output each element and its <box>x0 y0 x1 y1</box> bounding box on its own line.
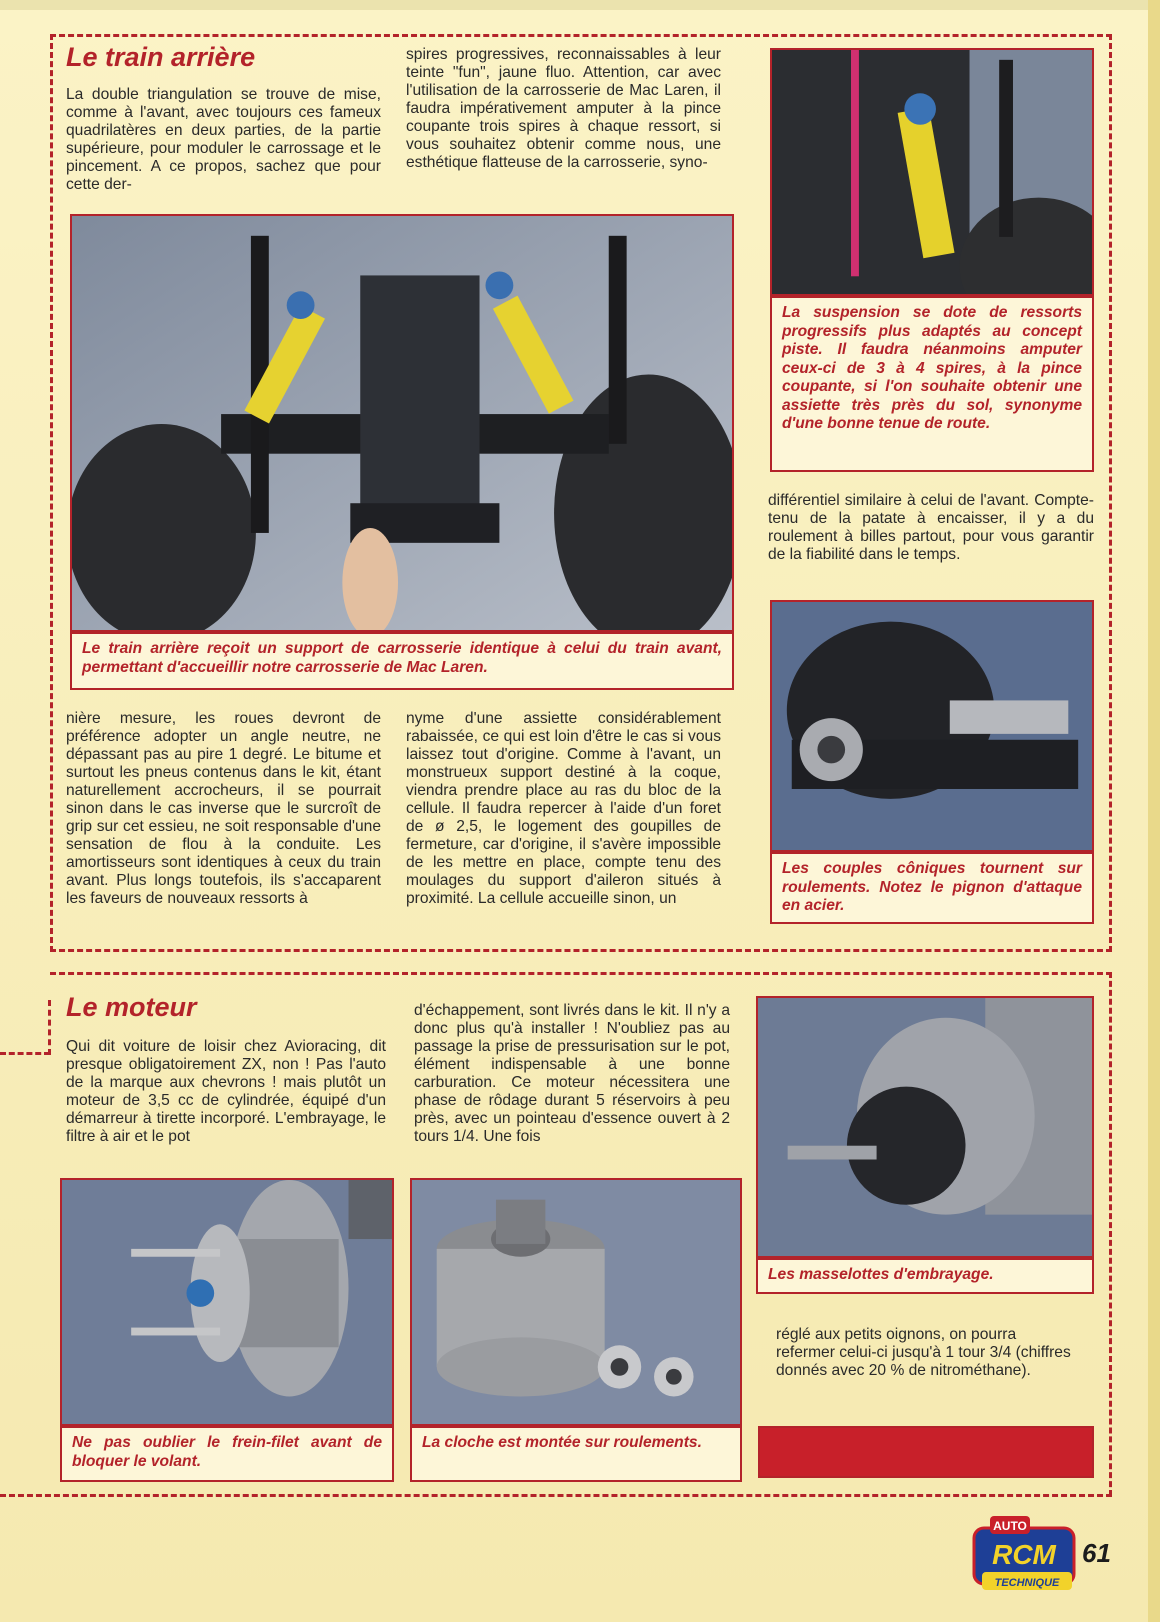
caption-clutch: Les masselottes d'embrayage. <box>756 1258 1094 1294</box>
section-frame-notch-vertical <box>48 1000 51 1055</box>
rear-axle-text-col4: nyme d'une assiette considérablement rabaissée, ce qui est loin d'être le cas si vous laissez tout d'origine. Comme à l'avant, un monstrueux support destiné à la coque, viendra prendre place au ras du bloc de la cellule. Il faudra repercer à l'aide d'un foret de ø 2,5, le logement des goupilles de fermeture, car d'origine, il s'avère impossible de les mettre en place, compte tenu des moulages du support d'aileron situés à proximité. La cellule accueille sinon, un <box>406 710 721 907</box>
photo-clutch-bell <box>410 1178 742 1426</box>
section-title-engine: Le moteur <box>66 992 197 1022</box>
photo-differential <box>770 600 1094 852</box>
section-frame-notch <box>0 1052 50 1055</box>
photo-flywheel-art <box>62 1180 392 1424</box>
caption-rear-axle: Le train arrière reçoit un support de carrosserie identique à celui du train avant, permettant d'accueillir notre carrosserie de Mac Laren. <box>70 632 734 690</box>
caption-differential: Les couples côniques tournent sur roulements. Notez le pignon d'attaque en acier. <box>770 852 1094 924</box>
top-band <box>0 0 1160 10</box>
photo-suspension-art <box>772 50 1092 294</box>
photo-clutch-bell-art <box>412 1180 740 1424</box>
photo-suspension <box>770 48 1094 296</box>
photo-rear-axle-art <box>72 216 732 630</box>
engine-text-col2: d'échappement, sont livrés dans le kit. Il n'y a donc plus qu'à installer ! N'oubliez pas au passage la prise de pressurisation sur le pot, élément indispensable à une bonne carburation. Ce moteur nécessitera une phase de rôdage durant 5 réservoirs à peu près, avec un pointeau d'essence ouvert à 2 tours 1/4. Une fois <box>414 1002 730 1145</box>
rear-axle-text-col2: spires progressives, reconnaissables à leur teinte "fun", jaune fluo. Attention, car avec l'utilisation de la carrosserie de Mac Laren, il faudra impérativement amputer à la pince coupante trois spires à chaque ressort, si vous souhaitez obtenir comme nous, une esthétique flatteuse de la carrosserie, syno- <box>406 46 721 171</box>
caption-clutch-bell: La cloche est montée sur roulements. <box>410 1426 742 1482</box>
photo-clutch-art <box>758 998 1092 1256</box>
section-frame-engine-top <box>50 972 1112 975</box>
auto-rcm-technique-logo <box>972 1514 1080 1598</box>
photo-differential-art <box>772 602 1092 850</box>
logo-art <box>972 1514 1080 1598</box>
section-frame-engine-bottom <box>0 1494 1112 1497</box>
engine-text-col3: réglé aux petits oignons, on pourra refermer celui-ci jusqu'à 1 tour 3/4 (chiffres donnés avec 20 % de nitrométhane). <box>776 1326 1071 1379</box>
logo-rcm-text: RCM <box>992 1539 1056 1570</box>
page-number: 61 <box>1082 1538 1111 1568</box>
logo-technique-text: TECHNIQUE <box>994 1577 1060 1589</box>
page-edge <box>1148 0 1160 1622</box>
logo-auto-text: AUTO <box>993 1519 1027 1533</box>
red-banner-box <box>758 1426 1094 1478</box>
section-title-rear-axle: Le train arrière <box>66 42 256 72</box>
engine-text-col1: Qui dit voiture de loisir chez Avioracing, dit presque obligatoirement ZX, non ! Pas l'auto de la marque aux chevrons ! mais plutôt un moteur de 3,5 cc de cylindrée, équipé d'un démarreur à tirette incorporé. L'embrayage, le filtre à air et le pot <box>66 1038 386 1145</box>
rear-axle-text-col5: différentiel similaire à celui de l'avant. Compte-tenu de la patate à encaisser, il y a du roulement à billes partout, pour vous garantir de la fiabilité dans le temps. <box>768 492 1094 563</box>
photo-clutch <box>756 996 1094 1258</box>
caption-suspension: La suspension se dote de ressorts progressifs plus adaptés au concept piste. Il faudra néanmoins amputer ceux-ci de 3 à 4 spires, à la pince coupante, si l'on souhaite obtenir une assiette très près du sol, synonyme d'une bonne tenue de route. <box>770 296 1094 472</box>
photo-rear-axle <box>70 214 734 632</box>
section-frame-engine-right <box>1109 972 1112 1496</box>
rear-axle-text-col3: nière mesure, les roues devront de préférence adopter un angle neutre, ne dépassant pas au pire 1 degré. Le bitume et surtout les pneus contenus dans le kit, étant naturellement accrocheurs, il se pourrait sinon dans le cas inverse que le surcroît de grip sur cet essieu, ne soit responsable d'une sensation de flou à la conduite. Les amortisseurs sont identiques à ceux du train avant. Plus longs toutefois, ils s'accaparent les faveurs de nouveaux ressorts à <box>66 710 381 907</box>
caption-flywheel: Ne pas oublier le frein-filet avant de bloquer le volant. <box>60 1426 394 1482</box>
photo-flywheel <box>60 1178 394 1426</box>
rear-axle-text-col1: La double triangulation se trouve de mise, comme à l'avant, avec toujours ces fameux quadrilatères en deux parties, de la partie supérieure, pour moduler le carrossage et le pincement. A ce propos, sachez que pour cette der- <box>66 86 381 193</box>
